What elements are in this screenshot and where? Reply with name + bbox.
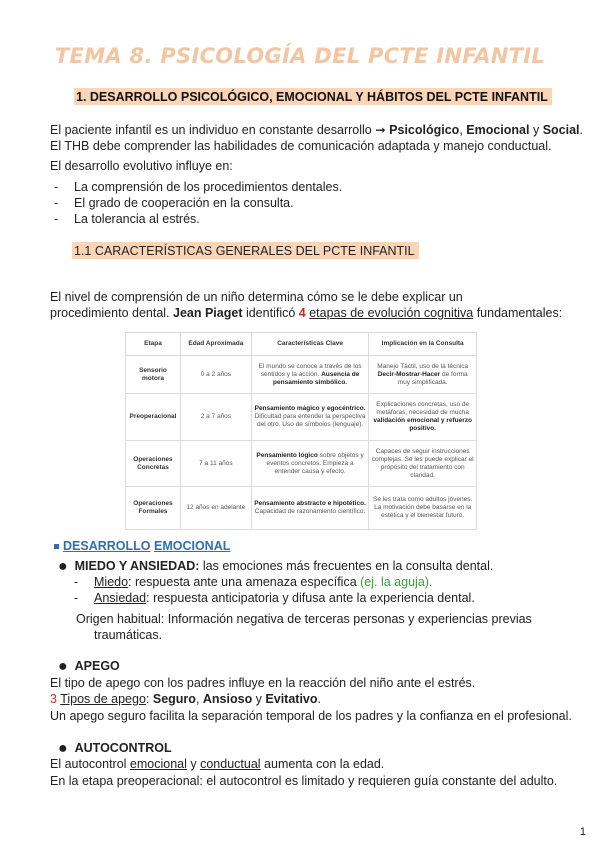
- text: sobre objetos y eventos concretos. Empieza a entender causa y efecto.: [266, 451, 364, 475]
- count: 3: [50, 692, 57, 706]
- cell-edad: 7 a 11 años: [180, 441, 251, 487]
- text: Explicaciones concretas, uso de metáforas, necesidad de mucha: [376, 401, 470, 416]
- autocontrol-paragraph-2: En la etapa preoperacional: el autocontrol es limitado y requieren guía constante del adulto.: [50, 774, 558, 788]
- text: :: [145, 692, 153, 706]
- apego-paragraph-1: El tipo de apego con los padres influye en la reacción del niño ante el estrés.: [50, 676, 476, 690]
- text: fundamentales:: [473, 306, 563, 320]
- origen-line2: traumáticas.: [94, 628, 163, 642]
- text-bold: Pensamiento mágico y egocéntrico.: [254, 405, 366, 412]
- header-implicacion: Implicación en la Consulta: [369, 333, 477, 356]
- apego-paragraph-3: Un apego seguro facilita la separación temporal de los padres y la confianza en el profesional.: [50, 709, 572, 723]
- definition: : respuesta anticipatoria y difusa ante la experiencia dental.: [146, 591, 475, 605]
- table-header-row: [126, 333, 477, 356]
- text: identificó: [242, 306, 299, 320]
- keyword-psicologico: Psicológico: [389, 123, 460, 137]
- page-number: 1: [579, 826, 586, 838]
- item-title: MIEDO Y ANSIEDAD:: [74, 559, 200, 573]
- keyword-emocional: Emocional: [466, 123, 530, 137]
- ansiedad-definition: [74, 590, 475, 606]
- term: Ansiedad: [94, 591, 147, 605]
- definition: : respuesta ante una amenaza específica: [128, 575, 361, 589]
- cell-etapa: Sensorio motora: [126, 356, 181, 394]
- item-title: APEGO: [74, 659, 120, 673]
- text: procedimiento dental.: [50, 306, 173, 320]
- cell-edad: 2 a 7 años: [180, 394, 251, 441]
- section-heading-1: 1. DESARROLLO PSICOLÓGICO, EMOCIONAL Y HÁBITOS DEL PCTE INFANTIL: [74, 88, 552, 105]
- text: Capaces de seguir instrucciones complejas. Se les puede explicar el propósito del tratamiento con claridad.: [371, 447, 474, 479]
- separator: .: [579, 123, 583, 137]
- table-row: [126, 356, 477, 394]
- thb-paragraph: El THB debe comprender las habilidades de comunicación adaptada y manejo conductual.: [50, 139, 552, 153]
- piaget-stages-table: [125, 332, 477, 530]
- heading-part: EMOCIONAL: [153, 539, 231, 553]
- bullet-dot-icon: ●: [58, 558, 68, 575]
- text: Se les trata como adultos jóvenes. La motivación debe basarse en la estética y el bienestar futuro.: [372, 496, 473, 519]
- page-title: TEMA 8. PSICOLOGÍA DEL PCTE INFANTIL: [54, 44, 546, 68]
- dash-marker: -: [74, 575, 79, 589]
- separator: y: [529, 123, 543, 137]
- text: El mundo se conoce a través de los sentidos y la acción.: [258, 362, 362, 378]
- list-item-text: La tolerancia al estrés.: [74, 212, 200, 226]
- dash-marker: -: [54, 212, 59, 226]
- piaget-paragraph-line2: [50, 305, 562, 321]
- cell-caracteristicas: [251, 356, 369, 394]
- square-bullet-icon: [54, 544, 59, 549]
- text: ,: [195, 692, 203, 706]
- heading-part: DESARROLLO: [63, 539, 151, 553]
- cell-implicacion: [369, 487, 477, 530]
- cell-etapa: Preoperacional: [126, 394, 181, 441]
- list-item-text: La comprensión de los procedimientos dentales.: [74, 180, 343, 194]
- text: aumenta con la edad.: [260, 757, 385, 771]
- text: Capacidad de razonamiento científico.: [254, 508, 366, 515]
- term: emocional: [129, 757, 187, 771]
- text-bold: Decir-Mostrar-Hacer: [377, 370, 441, 378]
- keyword-social: Social: [542, 123, 580, 137]
- stages-underlined: etapas de evolución cognitiva: [309, 306, 474, 320]
- miedo-ansiedad-item: [58, 558, 493, 574]
- list-item: [54, 195, 294, 211]
- text-bold: Pensamiento abstracto e hipotético.: [254, 500, 366, 507]
- table-row: [126, 394, 477, 441]
- term: Tipos de apego: [60, 692, 146, 706]
- cell-etapa: Operaciones Concretas: [126, 441, 181, 487]
- cell-implicacion: [369, 394, 477, 441]
- stage-count: 4: [298, 306, 306, 320]
- header-etapa: Etapa: [126, 333, 181, 356]
- term: Miedo: [94, 575, 129, 589]
- item-title: AUTOCONTROL: [74, 741, 172, 755]
- list-item-text: El grado de cooperación en la consulta.: [74, 196, 294, 210]
- cell-edad: 0 a 2 años: [180, 356, 251, 394]
- apego-item: [58, 658, 120, 674]
- header-caracteristicas: Características Clave: [251, 333, 369, 356]
- table-row: [126, 487, 477, 530]
- table-row: [126, 441, 477, 487]
- origen-line1: Origen habitual: Información negativa de terceras personas y experiencias previas: [76, 612, 532, 626]
- autocontrol-paragraph-1: [50, 756, 384, 772]
- cell-edad: 12 años en adelante: [180, 487, 251, 530]
- text: de forma muy simplificada.: [397, 370, 468, 386]
- cell-caracteristicas: [251, 394, 369, 441]
- cell-implicacion: [369, 356, 477, 394]
- emocional-heading: [54, 538, 230, 554]
- text: y: [186, 757, 201, 771]
- autocontrol-item: [58, 740, 172, 756]
- text: y: [252, 692, 266, 706]
- type-ansioso: Ansioso: [202, 692, 253, 706]
- text: El autocontrol: [50, 757, 130, 771]
- text-bold: Ausencia de pensamiento simbólico.: [273, 370, 360, 386]
- intro-text: El paciente infantil es un individuo en constante desarrollo ➞: [50, 123, 390, 137]
- text-bold: validación emocional y refuerzo positivo.: [373, 417, 472, 432]
- item-text: las emociones más frecuentes en la consulta dental.: [199, 559, 494, 573]
- list-item: [54, 211, 200, 227]
- apego-paragraph-2: [50, 691, 321, 707]
- text-bold: Pensamiento lógico: [256, 451, 318, 459]
- cell-caracteristicas: [251, 441, 369, 487]
- influence-paragraph: El desarrollo evolutivo influye en:: [50, 159, 233, 173]
- dash-marker: -: [54, 196, 59, 210]
- bullet-dot-icon: ●: [58, 740, 68, 757]
- bullet-dot-icon: ●: [58, 658, 68, 675]
- dash-marker: -: [54, 180, 59, 194]
- type-seguro: Seguro: [152, 692, 196, 706]
- intro-paragraph: [50, 122, 583, 138]
- text: .: [317, 692, 321, 706]
- author-name: Jean Piaget: [173, 306, 243, 320]
- miedo-definition: [74, 574, 432, 590]
- section-heading-1-1: 1.1 CARACTERÍSTICAS GENERALES DEL PCTE INFANTIL: [72, 242, 419, 259]
- text: Dificultad para entender la perspectiva del otro. Uso de símbolos (lenguaje).: [254, 413, 366, 428]
- cell-implicacion: [369, 441, 477, 487]
- type-evitativo: Evitativo: [265, 692, 318, 706]
- example: (ej. la aguja).: [360, 575, 433, 589]
- term: conductual: [200, 757, 261, 771]
- header-edad: Edad Aproximada: [180, 333, 251, 356]
- dash-marker: -: [74, 591, 79, 605]
- list-item: [54, 179, 342, 195]
- piaget-paragraph-line1: El nivel de comprensión de un niño determina cómo se le debe explicar un: [50, 290, 463, 304]
- separator: ,: [459, 123, 467, 137]
- text: Manejo Táctil, uso de la técnica: [377, 362, 469, 370]
- cell-etapa: Operaciones Formales: [126, 487, 181, 530]
- cell-caracteristicas: [251, 487, 369, 530]
